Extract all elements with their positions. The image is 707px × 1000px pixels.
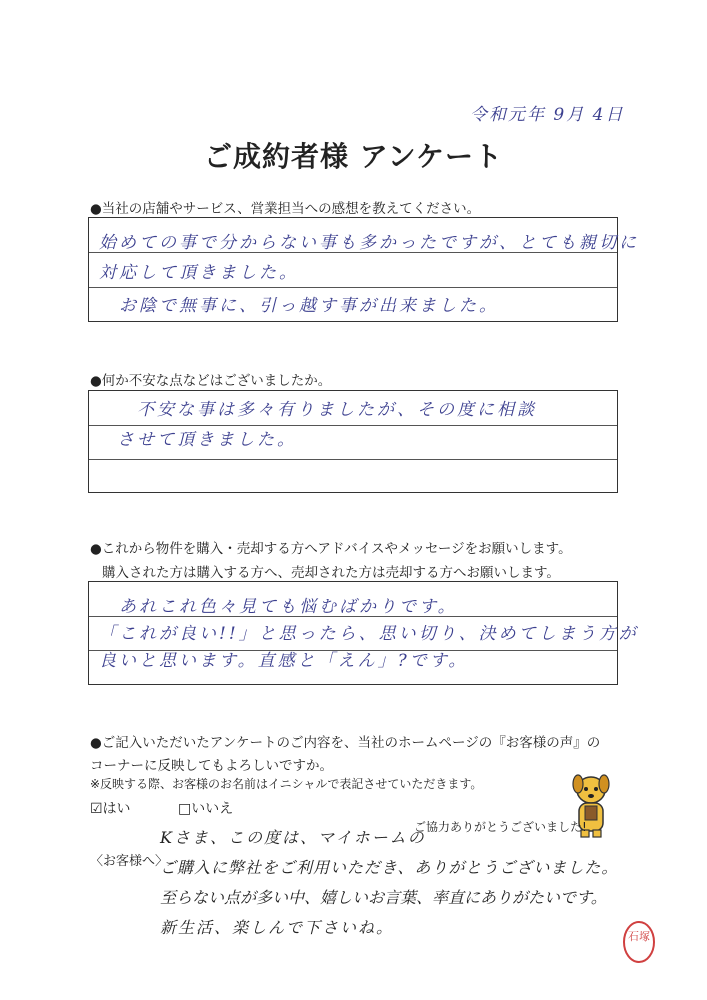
signature-stamp-icon	[622, 920, 656, 964]
answer-3-line-1: あれこれ色々見ても悩むばかりです。	[119, 597, 458, 617]
customer-label: 〈お客様へ〉	[90, 854, 169, 869]
question-2: ●何か不安な点などはございましたか。	[90, 373, 332, 389]
answer-box-1	[88, 217, 639, 322]
question-4-line-2: コーナーに反映してもよろしいですか。	[90, 758, 333, 774]
svg-text:石塚: 石塚	[628, 930, 650, 943]
page-title: ご成約者様 アンケート	[203, 140, 504, 173]
answer-box-2	[88, 390, 618, 493]
no-checkbox[interactable]: □いいえ	[178, 801, 234, 817]
answer-2-line-1: 不安な事は多々有りましたが、その度に相談	[137, 400, 537, 420]
survey-date: 令和元年 9月 4日	[470, 105, 625, 125]
question-4-note: ※反映する際、お客様のお名前はイニシャルで表記させていただきます。	[90, 777, 483, 791]
question-3-line-2: 購入された方は購入する方へ、売却された方は売却する方へお願いします。	[102, 565, 560, 581]
answer-3-line-2: 「これが良い!!」と思ったら、思い切り、決めてしまう方が	[99, 624, 639, 644]
reply-line-4: 新生活、楽しんで下さいね。	[160, 918, 395, 937]
question-1: ●当社の店舗やサービス、営業担当への感想を教えてください。	[90, 201, 481, 217]
answer-1-line-1: 始めての事で分からない事も多かったですが、とても親切に	[99, 233, 639, 253]
answer-2-line-2: させて頂きました。	[117, 430, 297, 450]
yes-checkbox[interactable]: ☑はい	[90, 801, 131, 817]
answer-1-line-3: お陰で無事に、引っ越す事が出来ました。	[119, 296, 499, 316]
reply-line-3: 至らない点が多い中、嬉しいお言葉、率直にありがたいです。	[160, 888, 607, 907]
question-4-line-1: ●ご記入いただいたアンケートのご内容を、当社のホームページの『お客様の声』の	[90, 735, 601, 751]
reply-line-1: Kさま、この度は、マイホームの	[160, 828, 426, 847]
question-3-line-1: ●これから物件を購入・売却する方へアドバイスやメッセージをお願いします。	[90, 541, 572, 557]
answer-box-3	[88, 581, 639, 685]
answer-3-line-3: 良いと思います。直感と「えん」?です。	[99, 651, 469, 671]
thanks-message: ご協力ありがとうございました!	[414, 820, 587, 834]
answer-1-line-2: 対応して頂きました。	[99, 263, 299, 283]
reply-line-2: ご購入に弊社をご利用いただき、ありがとうございました。	[160, 858, 619, 877]
